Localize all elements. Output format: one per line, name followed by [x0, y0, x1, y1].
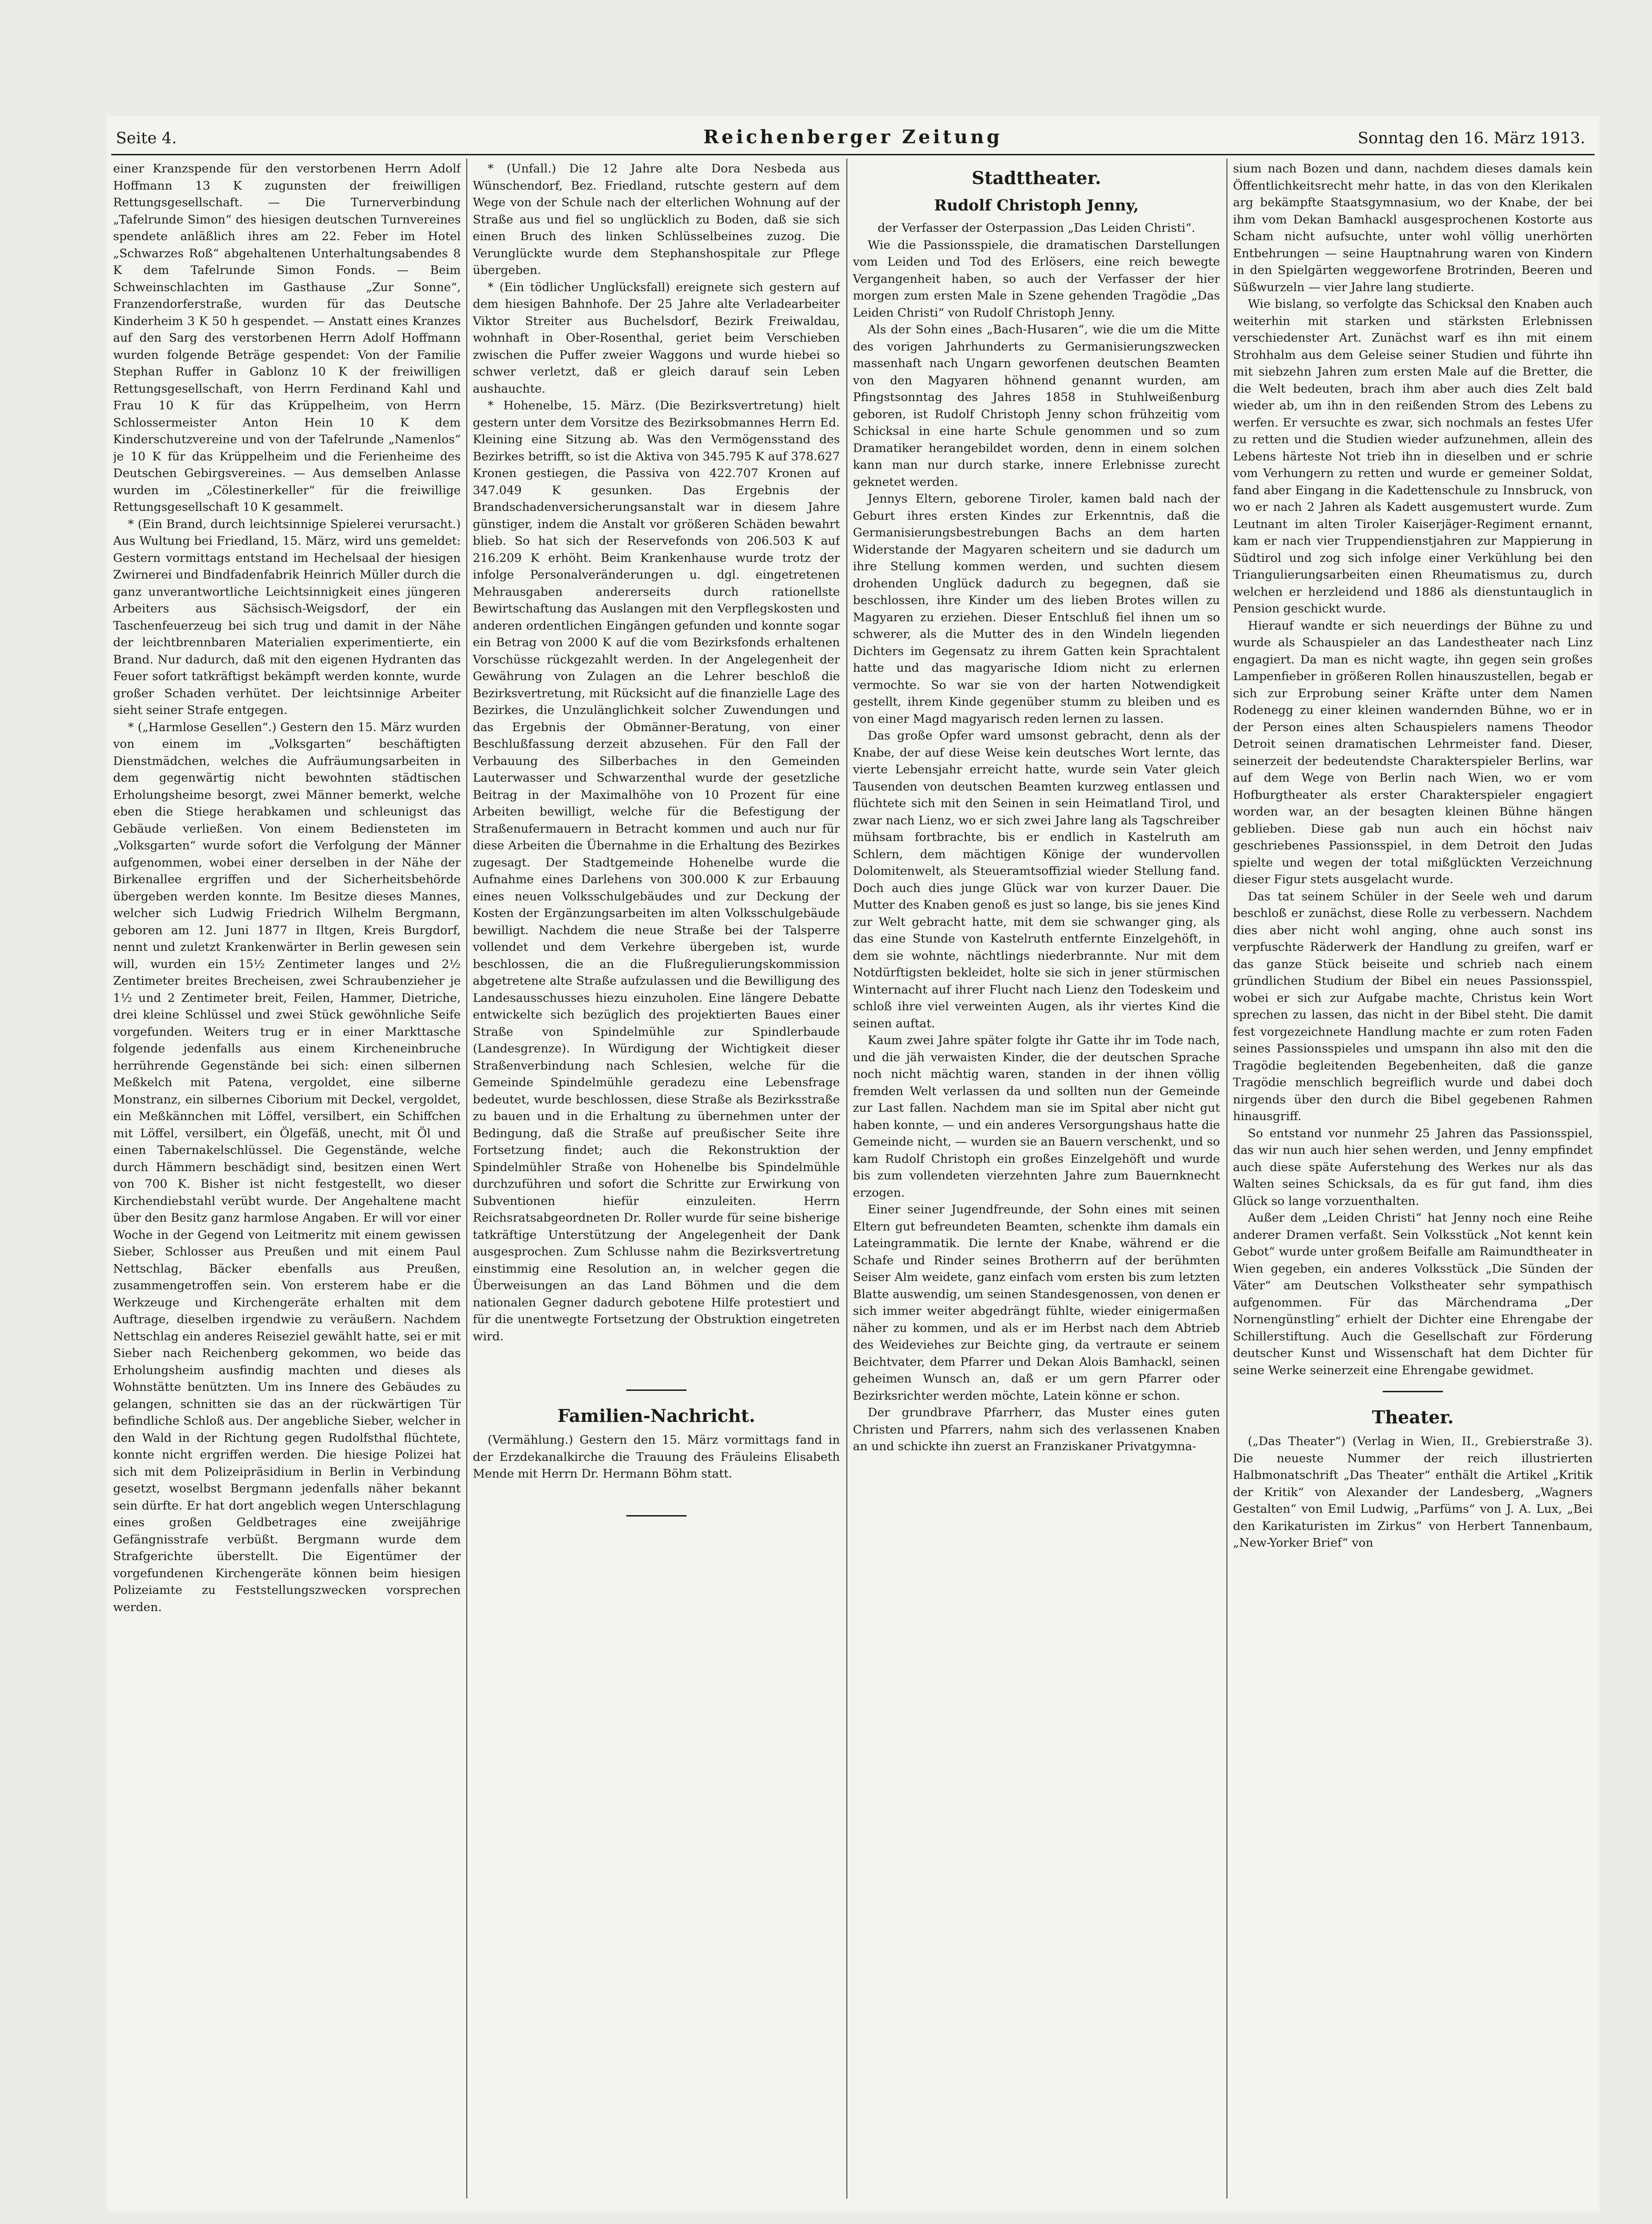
- page-header: [107, 124, 1599, 152]
- column-rule: [846, 159, 847, 2199]
- article-paragraph: („Das Theater“) (Verlag in Wien, II., Grebierstraße 3). Die neueste Nummer der reich illustrierten Halbmonatschrift „Das Theater“ enthält die Artikel „Kritik der Kritik“ von Alexander der Landesberg, „Wagners Gestalten“ von Emil Ludwig, „Parfüms“ von J. A. Lux, „Bei den Karikaturisten im Zirkus“ von Herbert Tannenbaum, „New-Yorker Brief“ von: [1233, 1434, 1593, 1550]
- column-3: [853, 160, 1220, 2210]
- column-rule: [466, 159, 467, 2199]
- article-paragraph: Wie bislang, so verfolgte das Schicksal den Knaben auch weiterhin mit starken und stärksten Erlebnissen verschiedenster Art. Zunächst warf es ihn mit einem Strohhalm aus dem Geleise seiner Studien und führte ihn mit siebzehn Jahren zum ersten Male auf die Bretter, die die Welt bedeuten, brach ihm aber auch dies Zelt bald wieder ab, um ihn in den reißenden Strom des Lebens zu werfen. Er versuchte es zwar, sich nochmals an festes Ufer zu retten und die Studien wieder aufzunehmen, allein des Lebens härteste Not trieb ihn in dieselben und er schrie vom Verhungern zu retten und wurde er gemeiner Soldat, fand aber Eingang in die Kadettenschule zu Innsbruck, von wo er nach 2 Jahren als Kadett ausgemustert wurde. Zum Leutnant im alten Tiroler Kaiserjäger-Regiment ernannt, kam er nach vier Truppendienstjahren zur Mappierung in Südtirol und zog sich infolge einer Verkühlung bei den Triangulierungsarbeiten einen Rheumatismus zu, durch welchen er herzleidend und 1886 als dienstuntauglich in Pension geschickt wurde.: [1233, 297, 1593, 616]
- article-paragraph: Kaum zwei Jahre später folgte ihr Gatte ihr im Tode nach, und die jäh verwaisten Kinder, die der deutschen Sprache noch nicht mächtig waren, standen in der ihnen völlig fremden Welt verlassen da und sollten nun der Gemeinde zur Last fallen. Nachdem man sie im Spital aber nicht gut haben konnte, — und ein anderes Versorgungshaus hatte die Gemeinde nicht, — wurden sie an Bauern verschenkt, und so kam Rudolf Christoph ein großes Einzelgehöft und wurde bis zum vollendeten vierzehnten Jahre zum Bauernknecht erzogen.: [853, 1033, 1220, 1200]
- article-paragraph: Außer dem „Leiden Christi“ hat Jenny noch eine Reihe anderer Dramen verfaßt. Sein Volksstück „Not kennt kein Gebot“ wurde unter großem Beifalle am Raimundtheater in Wien gegeben, ein anderes Volksstück „Die Sünden der Väter“ am Deutschen Volkstheater sehr sympathisch aufgenommen. Für das Märchendrama „Der Nornengünstling“ erhielt der Dichter eine Ehrengabe der Schillerstiftung. Auch die Gesellschaft zur Förderung deutscher Kunst und Wissenschaft hat dem Dichter für seine Werke seinerzeit eine Ehrengabe gewidmet.: [1233, 1211, 1593, 1377]
- column-1: [113, 160, 461, 2210]
- article-paragraph: Das tat seinem Schüler in der Seele weh und darum beschloß er zunächst, diese Rolle zu verbessern. Nachdem dies aber nicht wohl anging, ohne auch sonst ins verpfuschte Räderwerk der Handlung zu greifen, warf er das ganze Stück beiseite und schrieb nach einem gründlichen Studium der Bibel ein neues Passionsspiel, wobei er sich zur Aufgabe machte, Christus kein Wort sprechen zu lassen, das nicht in der Bibel steht. Die damit fest vorgezeichnete Handlung machte er zum roten Faden seines Passionsspieles und umspann ihn also mit den die Tragödie begleitenden Begebenheiten, daß die ganze Tragödie menschlich begreiflich wurde und dabei doch nirgends über den durch die Bibel gegebenen Rahmen hinausgriff.: [1233, 889, 1593, 1123]
- article-paragraph: Einer seiner Jugendfreunde, der Sohn eines mit seinen Eltern gut befreundeten Beamten, schenkte ihm damals ein Lateingrammatik. Die lernte der Knabe, während er die Schafe und Rinder seines Brotherrn auf der berühmten Seiser Alm weidete, ganz einfach vom ersten bis zum letzten Blatte auswendig, um seinen Standesgenossen, von denen er sich immer weiter abgedrängt fühlte, wieder einigermaßen näher zu kommen, und als er im Herbst nach dem Abtrieb des Weideviehes zur Beichte ging, da vertraute er seinem Beichtvater, dem Pfarrer und Dekan Alois Bamhackl, seinen geheimen Wunsch an, daß er um gern Pfarrer oder Bezirksrichter werden möchte, Latein könne er schon.: [853, 1203, 1220, 1403]
- page-number: Seite 4.: [116, 129, 177, 147]
- issue-date: Sonntag den 16. März 1913.: [1358, 129, 1585, 147]
- section-heading-theater: Theater.: [1372, 1407, 1454, 1427]
- section-heading-stadttheater: Stadttheater.: [972, 167, 1101, 188]
- newspaper-page: [107, 116, 1599, 2211]
- article-paragraph: Hierauf wandte er sich neuerdings der Bühne zu und wurde als Schauspieler an das Landestheater nach Linz engagiert. Da man es nicht wagte, ihn gegen sein großes Lampenfieber in größeren Rollen hinauszustellen, begab er sich zur Erprobung seiner Kräfte unter dem Namen Rodenegg zu einer kleinen wandernden Bühne, wo er in der Person eines alten Schauspielers namens Theodor Detroit seinen dramatischen Lehrmeister fand. Dieser, seinerzeit der bedeutendste Charakterspieler Berlins, war auf dem Wege von Berlin nach Wien, wo er vom Hofburgtheater als erster Charakterspieler engagiert worden war, an der besagten kleinen Bühne hängen geblieben. Diese gab nun auch ein höchst naiv geschriebenes Passionsspiel, in dem Detroit den Judas spielte und wegen der total mißglückten Verzeichnung dieser Figur stets ausgelacht wurde.: [1233, 618, 1593, 886]
- column-2: [473, 160, 840, 2210]
- article-paragraph: * (Ein tödlicher Unglücksfall) ereignete sich gestern auf dem hiesigen Bahnhofe. Der 25 Jahre alte Verladearbeiter Viktor Streiter aus Buchelsdorf, Bezirk Freiwaldau, wohnhaft in Ober-Rosenthal, geriet beim Verschieben zwischen die Puffer zweier Waggons und wurde hiebei so schwer verletzt, daß er gleich darauf sein Leben aushauchte.: [473, 280, 840, 396]
- article-title: Rudolf Christoph Jenny,: [934, 196, 1139, 214]
- article-paragraph: (Vermählung.) Gestern den 15. März vormittags fand in der Erzdekanalkirche die Trauung des Fräuleins Elisabeth Mende mit Herrn Dr. Hermann Böhm statt.: [473, 1433, 840, 1481]
- newspaper-masthead: Reichenberger Zeitung: [703, 126, 1003, 148]
- article-paragraph: einer Kranzspende für den verstorbenen Herrn Adolf Hoffmann 13 K zugunsten der freiwilligen Rettungsgesellschaft. — Die Turnerverbindung „Tafelrunde Simon“ des hiesigen deutschen Turnvereines spendete anläßlich ihres am 22. Feber im Hotel „Schwarzes Roß“ abgehaltenen Unterhaltungsabendes 8 K dem Tafelrunde Simon Fonds. — Beim Schweinschlachten im Gasthause „Zur Sonne“, Franzendorferstraße, wurden für das Deutsche Kinderheim 3 K 50 h gespendet. — Anstatt eines Kranzes auf den Sarg des verstorbenen Herrn Adolf Hoffmann wurden folgende Beträge gespendet: Von der Familie Stephan Ruffer in Gablonz 10 K der freiwilligen Rettungsgesellschaft, von Herrn Ferdinand Kahl und Frau 10 K für das Krüppelheim, von Herrn Schlossermeister Anton Hein 10 K dem Kinderschutzvereine und von der Tafelrunde „Namenlos“ je 10 K für das Krüppelheim und die Ferienheime des Deutschen Gebirgsvereines. — Aus demselben Anlasse wurden im „Cölestinerkeller“ für die freiwillige Rettungsgesellschaft 10 K gesammelt.: [113, 162, 461, 514]
- article-paragraph: Jennys Eltern, geborene Tiroler, kamen bald nach der Geburt ihres ersten Kindes zur Erkenntnis, daß die Germanisierungsbestrebungen Bachs an dem harten Widerstande der Magyaren scheitern und sie dadurch um ihre Stellung kommen werden, und suchten diesem drohenden Unglück dadurch zu begegnen, daß sie beschlossen, ihre Kinder um des lieben Brotes willen zu Magyaren zu erziehen. Dieser Entschluß fiel ihnen um so schwerer, als die Mutter des in den Windeln liegenden Dichters im Gegensatz zu ihrem Gatten kein Sprachtalent hatte und das magyarische Idiom nicht zu erlernen vermochte. So war sie von der harten Notwendigkeit gestellt, ihrem Kinde gegenüber stumm zu bleiben und es von einer Magd magyarisch reden lernen zu lassen.: [853, 492, 1220, 726]
- article-paragraph: * (Unfall.) Die 12 Jahre alte Dora Nesbeda aus Wünschendorf, Bez. Friedland, rutschte gestern auf dem Wege von der Schule nach der elterlichen Wohnung auf der Straße aus und fiel so unglücklich zu Boden, daß sie sich einen Bruch des linken Schlüsselbeines zuzog. Die Verunglückte wurde dem Stephanshospitale zur Pflege übergeben.: [473, 162, 840, 277]
- article-paragraph: Wie die Passionsspiele, die dramatischen Darstellungen vom Leiden und Tod des Erlösers, eine reich bewegte Vergangenheit haben, so auch der Verfasser der hier morgen zum ersten Male in Szene gehenden Tragödie „Das Leiden Christi“ von Rudolf Christoph Jenny.: [853, 238, 1220, 320]
- column-4: [1233, 160, 1593, 2210]
- column-rule: [1226, 159, 1227, 2199]
- spacer: [473, 1345, 840, 1377]
- section-rule: [626, 1515, 686, 1517]
- article-paragraph: Der grundbrave Pfarrherr, das Muster eines guten Christen und Pfarrers, nahm sich des verlassenen Knaben an und schickte ihn zuerst an Franziskaner Privatgymna-: [853, 1406, 1220, 1453]
- section-rule: [626, 1389, 686, 1391]
- article-paragraph: So entstand vor nunmehr 25 Jahren das Passionsspiel, das wir nun auch hier sehen werden, und Jenny empfindet auch diese späte Auferstehung des Werkes nur als das Walten seines Schicksals, da es für gut fand, ihm dies Glück so lange vorzuenthalten.: [1233, 1126, 1593, 1208]
- article-paragraph: sium nach Bozen und dann, nachdem dieses damals kein Öffentlichkeitsrecht mehr hatte, in das von den Klerikalen arg bekämpfte Staatsgymnasium, wo der Knabe, der bei ihm vom Dekan Bamhackl ausgesprochenen Kostorte aus Scham nicht aufsuchte, unter wohl völlig unerhörten Entbehrungen — seine Hauptnahrung waren von Kindern in den Spielgärten weggeworfene Brotrinden, Beeren und Süßwurzeln — vier Jahre lang studierte.: [1233, 162, 1593, 294]
- article-byline: der Verfasser der Osterpassion „Das Leiden Christi“.: [877, 221, 1195, 235]
- header-rule: [111, 154, 1595, 155]
- section-heading-family-news: Familien-Nachricht.: [557, 1405, 756, 1426]
- article-paragraph: * („Harmlose Gesellen“.) Gestern den 15. März wurden von einem im „Volksgarten“ beschäftigten Dienstmädchen, welches die Aufräumungsarbeiten in dem gegenwärtig nicht bewohnten städtischen Erholungsheime besorgt, zwei Männer bemerkt, welche eben die Stiege herabkamen und schleunigst das Gebäude verließen. Von einem Bediensteten im „Volksgarten“ wurde sofort die Verfolgung der Männer aufgenommen, wobei einer derselben in der Nähe der Birkenallee ergriffen und der Sicherheitsbehörde übergeben werden konnte. Im Besitze dieses Mannes, welcher sich Ludwig Friedrich Wilhelm Bergmann, geboren am 12. Juni 1877 in Iltgen, Kreis Burgdorf, nennt und zuletzt Krankenwärter in Berlin gewesen sein will, wurden ein 15½ Zentimeter langes und 2½ Zentimeter breites Brecheisen, zwei Schraubenzieher je 1½ und 2 Zentimeter breit, Feilen, Hammer, Dietriche, drei kleine Schlüssel und zwei Stück gewöhnliche Seife vorgefunden. Weiters trug er in einer Markttasche folgende jedenfalls aus einem Kircheneinbruche herrührende Gegenstände bei sich: einen silbernen Meßkelch mit Patena, vergoldet, eine silberne Monstranz, ein silbernes Ciborium mit Deckel, vergoldet, ein Meßkännchen mit Löffel, versilbert, ein Schiffchen mit Löffel, versilbert, ein Ölgefäß, unecht, mit Öl und einen Tabernakelschlüssel. Die Gegenstände, welche durch Hämmern beschädigt sind, besitzen einen Wert von 700 K. Bisher ist nicht festgestellt, wo dieser Kirchendiebstahl verübt wurde. Der Angehaltene macht über den Besitz ganz harmlose Angaben. Er will vor einer Woche in der Gegend von Leitmeritz mit einem gewissen Sieber, Schlosser aus Preußen und mit einem Paul Nettschlag, Bäcker ebenfalls aus Preußen, zusammengetroffen sein. Von ersterem habe er die Werkzeuge und Kirchengeräte erhalten mit dem Auftrage, dieselben irgendwie zu veräußern. Nachdem Nettschlag ein anderes Reiseziel gewählt hatte, sei er mit Sieber nach Reichenberg gekommen, wo beide das Erholungsheim ausfindig machten und dieses als Wohnstätte benützten. Um ins Innere des Gebäudes zu gelangen, schnitten sie das an der rückwärtigen Tür befindliche Schloß aus. Der angebliche Sieber, welcher in den Wald in der Richtung gegen Rudolfsthal flüchtete, konnte nicht ergriffen werden. Die hiesige Polizei hat sich mit dem Polizeipräsidium in Berlin in Verbindung gesetzt, woselbst Bergmann jedenfalls näher bekannt sein dürfte. Er hat dort angeblich wegen Unterschlagung eines großen Geldbetrages eine zweijährige Gefängnisstrafe verbüßt. Bergmann wurde dem Strafgerichte überstellt. Die Eigentümer der vorgefundenen Kirchengeräte können beim hiesigen Polizeiamte zu Feststellungszwecken vorsprechen werden.: [113, 720, 461, 1614]
- article-paragraph: Als der Sohn eines „Bach-Husaren“, wie die um die Mitte des vorigen Jahrhunderts zu Germanisierungszwecken massenhaft nach Ungarn geworfenen deutschen Beamten von den Magyaren höhnend genannt wurden, am Pfingstsonntag des Jahres 1858 in Stuhlweißenburg geboren, ist Rudolf Christoph Jenny schon frühzeitig vom Schicksal in eine harte Schule genommen und so zum Dramatiker herangebildet worden, denn in einem solchen kann man nur durch starke, innere Erlebnisse zurecht geknetet werden.: [853, 323, 1220, 489]
- article-paragraph: Das große Opfer ward umsonst gebracht, denn als der Knabe, der auf diese Weise kein deutsches Wort lernte, das vierte Lebensjahr erreicht hatte, wurde sein Vater gleich Tausenden von deutschen Beamten kurzweg entlassen und flüchtete sich mit den Seinen in sein Heimatland Tirol, und zwar nach Lienz, wo er sich zwei Jahre lang als Tagschreiber mühsam fortbrachte, bis er endlich in Kastelruth am Schlern, dem mächtigen Könige der wundervollen Dolomitenwelt, als Steueramtsoffizial wieder Stellung fand. Doch auch dies junge Glück war von kurzer Dauer. Die Mutter des Knaben genoß es just so lange, bis sie jenes Kind zur Welt gebracht hatte, mit dem sie schwanger ging, als das eine Stunde von Kastelruth entfernte Einzelgehöft, in dem sie wohnte, nächtlings niederbrannte. Nur mit dem Notdürftigsten bekleidet, holte sie sich in jener stürmischen Winternacht auf ihrer Flucht nach Lienz den Todeskeim und schloß ihre viel verweinten Augen, als ihr viertes Kind die seinen auftat.: [853, 729, 1220, 1031]
- article-paragraph: * Hohenelbe, 15. März. (Die Bezirksvertretung) hielt gestern unter dem Vorsitze des Bezirksobmannes Herrn Ed. Kleining eine Sitzung ab. Was den Vermögensstand des Bezirkes betrifft, so ist die Aktiva von 345.795 K auf 378.627 Kronen gestiegen, die Passiva von 422.707 Kronen auf 347.049 K gesunken. Das Ergebnis der Brandschadenversicherungsanstalt war in diesem Jahre günstiger, indem die Anstalt vor größeren Schäden bewahrt blieb. So hat sich der Reservefonds von 206.503 K auf 216.209 K erhöht. Beim Krankenhause wurde trotz der infolge Personalveränderungen u. dgl. eingetretenen Mehrausgaben andererseits durch rationellste Bewirtschaftung das Auslangen mit den Verpflegskosten und anderen ordentlichen Eingängen gefunden und konnte sogar ein Betrag von 2000 K auf die vom Bezirksfonds erhaltenen Vorschüsse rückgezahlt werden. In der Angelegenheit der Gewährung von Zulagen an die Lehrer beschloß die Bezirksvertretung, mit Rücksicht auf die finanzielle Lage des Bezirkes, die Unzulänglichkeit solcher Zuwendungen und das Ergebnis der Obmänner-Beratung, von einer Beschlußfassung derzeit abzusehen. Für den Fall der Verbauung des Silberbaches in den Gemeinden Lauterwasser und Schwarzenthal wurde der gesetzliche Beitrag in der Maximalhöhe von 10 Prozent für eine Arbeiten bewilligt, welche für die Befestigung der Straßenufermauern in Betracht kommen und auch nur für diese Arbeiten die Übernahme in die Erhaltung des Bezirkes zugesagt. Der Stadtgemeinde Hohenelbe wurde die Aufnahme eines Darlehens von 300.000 K zur Erbauung eines neuen Volksschulgebäudes und zur Deckung der Kosten der Ergänzungsarbeiten im alten Volksschulgebäude bewilligt. Nachdem die neue Straße bei der Talsperre vollendet und dem Verkehre übergeben ist, wurde beschlossen, die an die Flußregulierungskommission abgetretene alte Straße aufzulassen und die Bewilligung des Landesausschusses hiezu einzuholen. Eine längere Debatte entwickelte sich bezüglich des projektierten Baues einer Straße von Spindelmühle zur Spindlerbaude (Landesgrenze). In Würdigung der Wichtigkeit dieser Straßenverbindung nach Schlesien, welche für die Gemeinde Spindelmühle geradezu eine Lebensfrage bedeutet, wurde beschlossen, diese Straße als Bezirksstraße zu bauen und in die Erhaltung zu übernehmen unter der Bedingung, daß die Straße auf preußischer Seite ihre Fortsetzung findet; auch die Rekonstruktion der Spindelmühler Straße von Hohenelbe bis Spindelmühle durchzuführen und sofort die Schritte zur Erwirkung von Subventionen hiefür einzuleiten. Herrn Reichsratsabgeordneten Dr. Roller wurde für seine bisherige tatkräftige Unterstützung der Angelegenheit der Dank ausgesprochen. Zum Schlusse nahm die Bezirksvertretung einstimmig eine Resolution an, in welcher gegen die Überweisungen an das Land Böhmen und die dem nationalen Gegner dadurch gebotene Hilfe protestiert und für die unentwegte Fortsetzung der Obstruktion eingetreten wird.: [473, 399, 840, 1344]
- section-rule: [1383, 1391, 1443, 1392]
- article-paragraph: * (Ein Brand, durch leichtsinnige Spielerei verursacht.) Aus Wultung bei Friedland, 15. März, wird uns gemeldet: Gestern vormittags entstand im Hechelsaal der hiesigen Zwirnerei und Bindfadenfabrik Heinrich Müller durch die ganz unverantwortliche Leichtsinnigkeit eines jüngeren Arbeiters aus Sächsisch-Weigsdorf, der ein Taschenfeuerzeug bei sich trug und damit in der Nähe der leichtbrennbaren Materialien experimentierte, ein Brand. Nur dadurch, daß mit den eigenen Hydranten das Feuer sofort tatkräftigst bekämpft werden konnte, wurde großer Schaden verhütet. Der leichtsinnige Arbeiter sieht seiner Strafe entgegen.: [113, 517, 461, 717]
